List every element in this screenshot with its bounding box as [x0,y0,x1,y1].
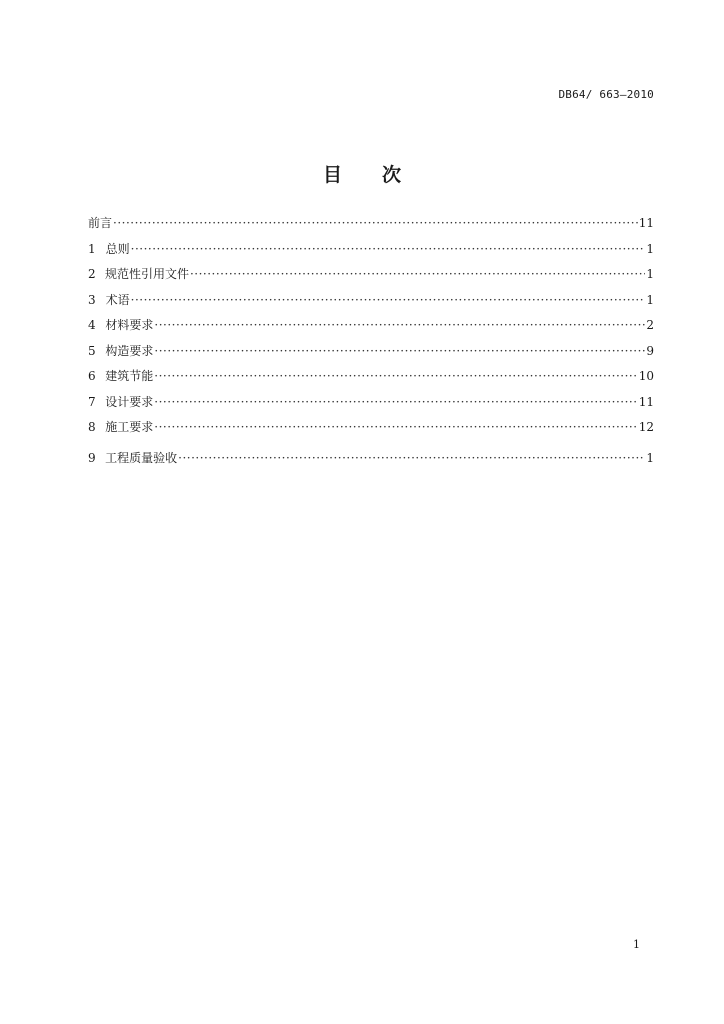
toc-leader-dots [154,420,637,434]
toc-entry-label: 材料要求 [105,318,154,332]
toc-entry-number: 6 [88,369,96,383]
toc-entry-number: 9 [88,450,96,465]
toc-entry-9[interactable] [88,449,654,475]
toc-entry-page: 1 [646,241,654,256]
toc-entry-label: 术语 [105,292,130,307]
toc-leader-dots [154,369,637,383]
toc-entry-label: 规范性引用文件 [104,267,189,281]
toc-entry-page: 1 [646,292,654,307]
toc-entry-label: 工程质量验收 [105,450,178,465]
toc-entry-5[interactable] [88,342,654,368]
toc-entry-foreword[interactable] [88,214,654,240]
toc-entry-label: 建筑节能 [105,369,154,383]
page-number: 1 [633,938,640,951]
toc-entry-number: 7 [88,394,96,409]
toc-entry-page: 1 [646,267,654,281]
toc-title [0,160,724,187]
toc-entry-2[interactable] [88,265,654,291]
toc-entry-7[interactable] [88,393,654,419]
toc-entry-6[interactable] [88,367,654,393]
toc-leader-dots [154,344,645,358]
toc-leader-dots [190,267,645,281]
toc-leader-dots [113,216,638,230]
toc-entry-page: 10 [638,369,654,383]
toc-leader-dots [131,242,645,256]
toc-entry-page: 9 [646,343,654,358]
toc-entry-number: 8 [88,420,96,434]
table-of-contents [88,214,654,474]
toc-entry-label: 总则 [105,241,130,256]
toc-entry-page: 11 [638,216,654,230]
toc-title-part1: 目 [322,164,342,186]
toc-entry-number: 5 [88,343,96,358]
toc-entry-number: 4 [88,318,96,332]
toc-title-part2: 次 [382,164,402,186]
toc-entry-label: 设计要求 [105,394,154,409]
toc-entry-label: 构造要求 [105,343,154,358]
toc-entry-3[interactable] [88,291,654,317]
toc-entry-page: 11 [638,394,654,409]
toc-entry-number: 1 [88,241,96,256]
toc-leader-dots [178,451,645,465]
toc-entry-page: 1 [646,450,654,465]
toc-entry-4[interactable] [88,316,654,342]
toc-entry-label: 前言 [88,216,113,230]
toc-entry-number: 3 [88,292,96,307]
toc-leader-dots [154,395,637,409]
toc-entry-label: 施工要求 [105,420,154,434]
toc-entry-page: 12 [638,420,654,434]
document-code: DB64/ 663—2010 [558,88,654,101]
toc-entry-page: 2 [646,318,654,332]
toc-entry-number: 2 [88,267,96,281]
toc-entry-1[interactable] [88,240,654,266]
toc-entry-8[interactable] [88,418,654,444]
toc-leader-dots [131,293,645,307]
toc-leader-dots [154,318,645,332]
